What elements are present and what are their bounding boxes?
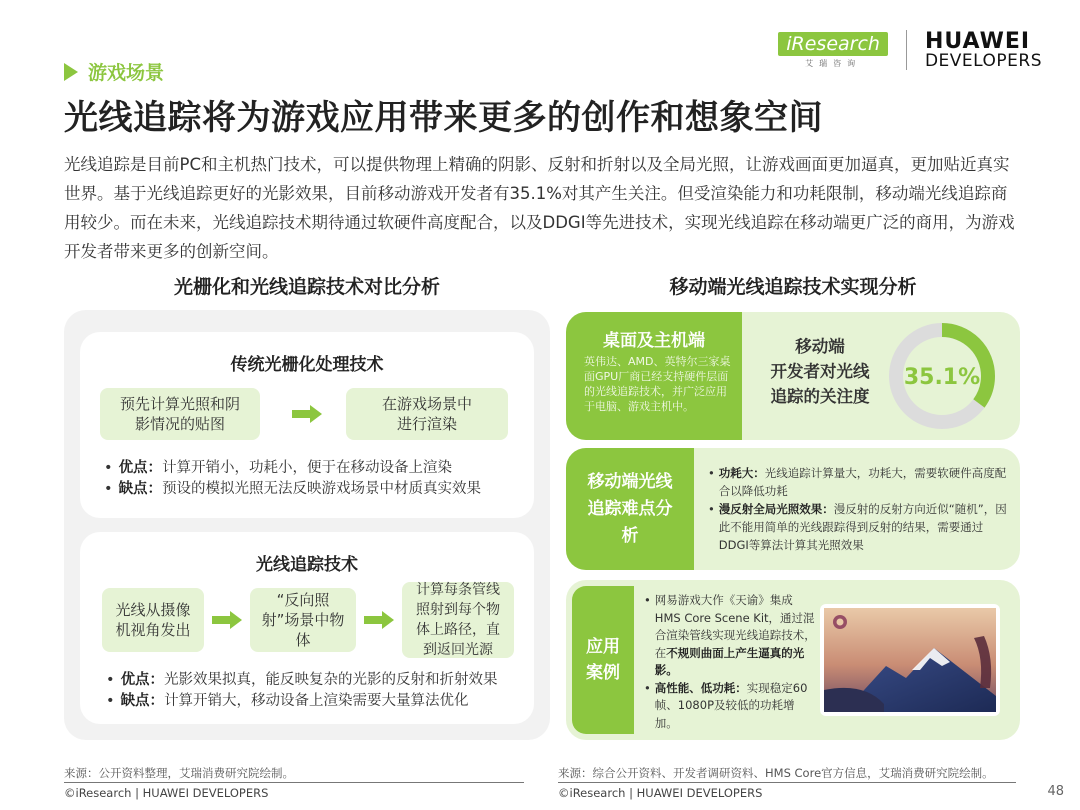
raytrace-step-1: 光线从摄像机视角发出 (102, 588, 204, 652)
desktop-block (566, 312, 742, 440)
case-title: 应用案例 (572, 586, 634, 734)
left-heading: 光栅化和光线追踪技术对比分析 (173, 276, 440, 298)
source-divider-left (64, 782, 524, 783)
raytrace-title: 光线追踪技术 (256, 555, 358, 575)
footer-right: ©iResearch | HUAWEI DEVELOPERS (558, 786, 763, 800)
iresearch-logo: iResearch 艾瑞咨询 (778, 32, 888, 69)
difficulty-bullets (708, 464, 1012, 554)
arrow-right-icon (212, 611, 242, 629)
arrow-right-icon (292, 405, 322, 423)
huawei-developers-logo: HUAWEI DEVELOPERS (924, 29, 1042, 72)
desktop-desc: 英伟达、AMD、英特尔三家桌面GPU厂商已经支持硬件层面的光线追踪技术，并广泛应用于电脑、游戏主机中。 (584, 355, 731, 413)
raytrace-card (80, 532, 534, 724)
desktop-title: 桌面及主机端 (603, 331, 705, 351)
section-tag (64, 58, 164, 85)
intro-paragraph: 光线追踪是目前PC和主机热门技术，可以提供物理上精确的阴影、反射和折射以及全局光照，让游戏画面更加逼真，更加贴近真实世界。基于光线追踪更好的光影效果，目前移动游戏开发者有35.1%对其产生关注。但受渲染能力和功耗限制，移动端光线追踪商用较少。而在未来，光线追踪技术期待通过软硬件高度配合，以及DDGI等先进技术，实现光线追踪在移动端更广泛的商用，为游戏开发者带来更多的创新空间。 (64, 155, 1015, 261)
raytrace-pro: • 优点：光影效果拟真，能反映复杂的光影的反射和折射效果 (106, 672, 498, 688)
difficulty-item-gi: • 漫反射全局光照效果：漫反射的反射方向近似“随机”，因此不能用简单的光线跟踪得到反射的结果，需要通过DDGI等算法计算其光照效果 (708, 502, 1007, 552)
raster-card (80, 332, 534, 518)
page-number: 48 (1047, 784, 1064, 799)
raytrace-bullets (106, 670, 498, 712)
raster-title: 传统光栅化处理技术 (230, 355, 384, 375)
attention-value: 35.1% (903, 365, 981, 390)
difficulty-card (566, 448, 1020, 570)
case-bullets (644, 592, 816, 732)
right-heading: 移动端光线追踪技术实现分析 (669, 276, 917, 298)
raster-con: • 缺点：预设的模拟光照无法反映游戏场景中材质真实效果 (104, 481, 482, 497)
play-triangle-icon (64, 63, 78, 81)
case-item-1: • 网易游戏大作《天谕》集成HMS Core Scene Kit，通过混合渲染管线实现光线追踪技术，在不规则曲面上产生逼真的光影。 (644, 593, 816, 677)
comparison-panel (64, 310, 550, 740)
header-logos (778, 30, 1042, 71)
page-title: 光线追踪将为游戏应用带来更多的创作和想象空间 (64, 98, 823, 138)
source-left: 来源：公开资料整理，艾瑞消费研究院绘制。 (64, 766, 294, 780)
source-divider-right (558, 782, 1016, 783)
difficulty-title: 移动端光线追踪难点分析 (566, 448, 694, 570)
raster-step-1: 预先计算光照和阴影情况的贴图 (100, 388, 260, 440)
case-item-2: • 高性能、低功耗：实现稳定60帧、1080P及较低的功耗增加。 (644, 680, 808, 730)
arrow-right-icon (364, 611, 394, 629)
difficulty-item-power: • 功耗大：光线追踪计算量大，功耗大，需要软硬件高度配合以降低功耗 (708, 466, 1007, 498)
footer-left: ©iResearch | HUAWEI DEVELOPERS (64, 786, 269, 800)
section-label: 游戏场景 (88, 62, 165, 84)
game-screenshot (820, 604, 1000, 716)
case-card (566, 580, 1020, 740)
source-right: 来源：综合公开资料、开发者调研资料、HMS Core官方信息，艾瑞消费研究院绘制。 (558, 766, 994, 780)
attention-donut (882, 316, 1002, 436)
mobile-attention-label: 移动端 开发者对光线 追踪的关注度 (770, 337, 870, 406)
raster-step-2: 在游戏场景中进行渲染 (346, 388, 508, 440)
raytrace-step-3: 计算每条管线照射到每个物体上路径，直到返回光源 (402, 582, 514, 658)
desktop-vs-mobile-card (566, 312, 1020, 440)
logo-divider (906, 30, 907, 70)
raster-bullets (104, 458, 481, 500)
raytrace-step-2: “反向照射”场景中物体 (250, 588, 356, 652)
game-scene-image (824, 608, 996, 712)
raster-pro: • 优点：计算开销小，功耗小，便于在移动设备上渲染 (104, 460, 453, 476)
raytrace-con: • 缺点：计算开销大，移动设备上渲染需要大量算法优化 (106, 693, 469, 709)
